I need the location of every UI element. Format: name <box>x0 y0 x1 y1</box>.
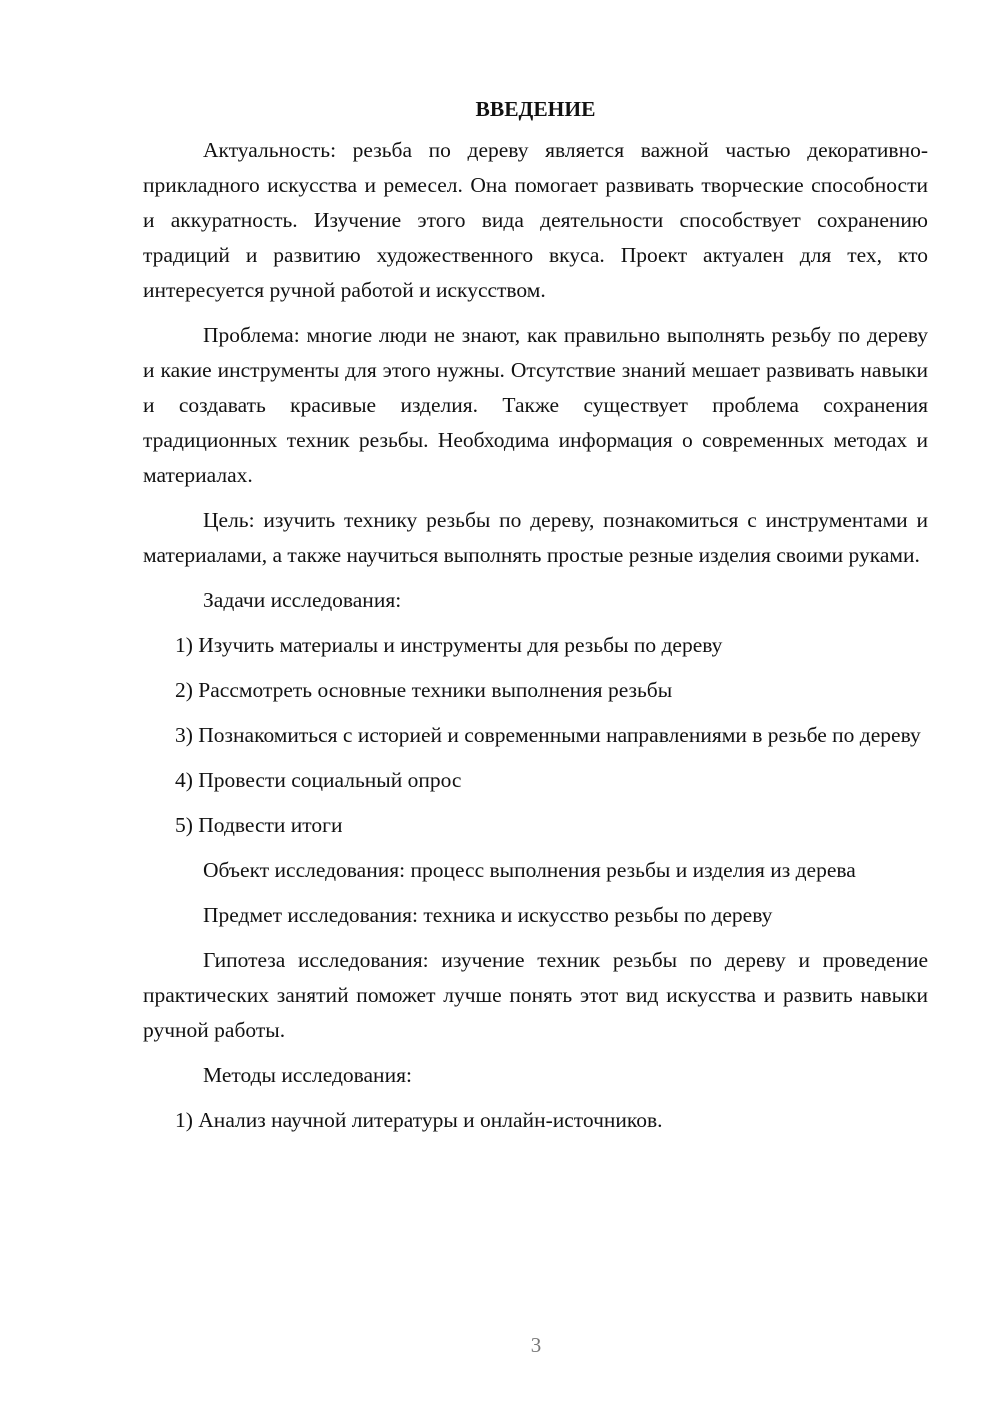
tasks-heading: Задачи исследования: <box>203 588 402 612</box>
methods-heading: Методы исследования: <box>203 1063 412 1087</box>
task-item-3: 3) Познакомиться с историей и современными направлениями в резьбе по дереву <box>175 723 921 747</box>
task-item-1: 1) Изучить материалы и инструменты для резьбы по дереву <box>175 633 723 657</box>
page-number: 3 <box>530 1333 542 1357</box>
method-item-1: 1) Анализ научной литературы и онлайн-источников. <box>175 1108 663 1132</box>
task-item-2: 2) Рассмотреть основные техники выполнения резьбы <box>175 678 673 702</box>
task-item-4: 4) Провести социальный опрос <box>175 768 462 792</box>
hypothesis-paragraph: Гипотеза исследования: изучение техник резьбы по дереву и проведение практических занятий поможет лучше понять этот вид искусства и развить навыки ручной работы. <box>143 948 928 1042</box>
subject-paragraph: Предмет исследования: техника и искусство резьбы по дереву <box>203 903 773 927</box>
document-page <box>143 92 928 1148</box>
relevance-paragraph: Актуальность: резьба по дереву является важной частью декоративно-прикладного искусства и ремесел. Она помогает развивать творческие способности и аккуратность. Изучение этого вида деятельности способствует сохранению традиций и развитию художественного вкуса. Проект актуален для тех, кто интересуется ручной работой и искусством. <box>143 138 928 302</box>
task-item-5: 5) Подвести итоги <box>175 813 343 837</box>
page-title: ВВЕДЕНИЕ <box>475 97 596 121</box>
object-paragraph: Объект исследования: процесс выполнения резьбы и изделия из дерева <box>203 858 856 882</box>
problem-paragraph: Проблема: многие люди не знают, как правильно выполнять резьбу по дереву и какие инструменты для этого нужны. Отсутствие знаний мешает развивать навыки и создавать красивые изделия. Также существует проблема сохранения традиционных техник резьбы. Необходима информация о современных методах и материалах. <box>143 323 928 487</box>
goal-paragraph: Цель: изучить технику резьбы по дереву, познакомиться с инструментами и материалами, а также научиться выполнять простые резные изделия своими руками. <box>143 508 928 567</box>
